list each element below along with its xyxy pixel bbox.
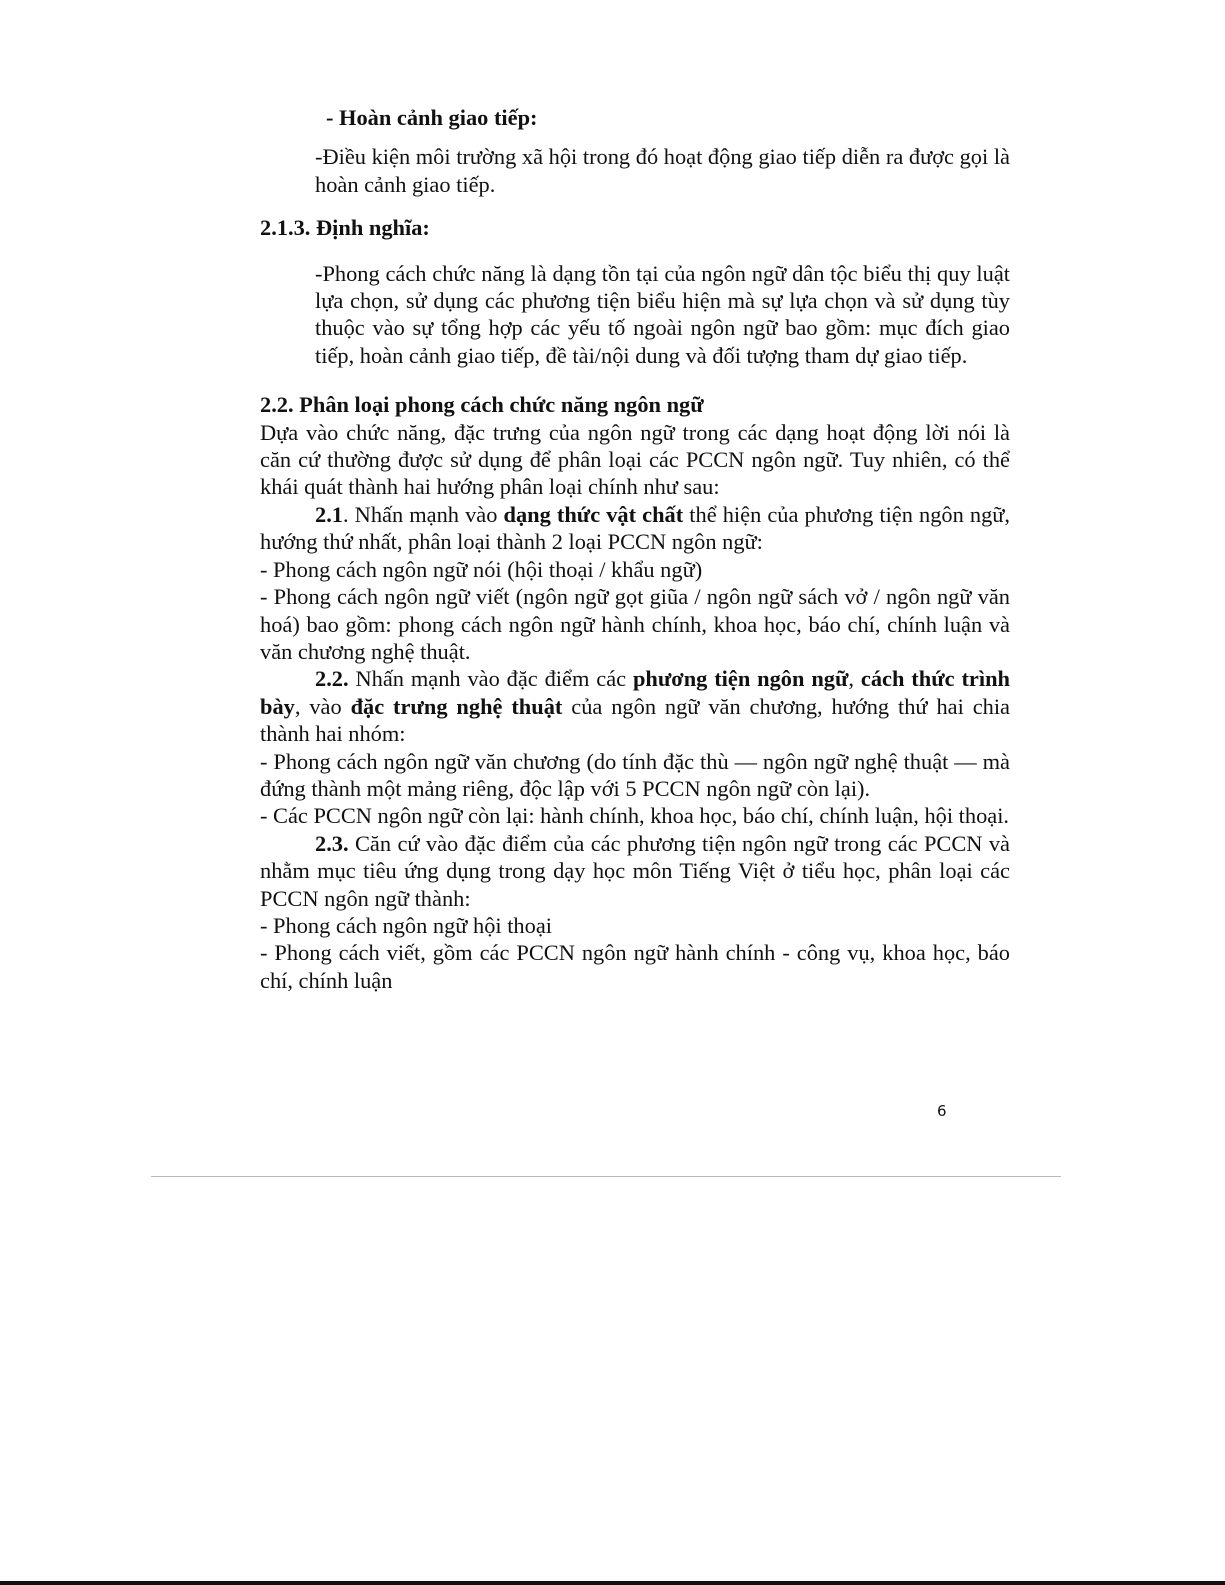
- item-number: 2.1: [315, 501, 343, 527]
- section-heading-2-1-3: 2.1.3. Định nghĩa:: [260, 215, 430, 241]
- section-heading-2-2: 2.2. Phân loại phong cách chức năng ngôn ngữ: [260, 392, 704, 418]
- bullet-item: - Phong cách viết, gồm các PCCN ngôn ngữ hành chính - công vụ, khoa học, báo chí, chính luận: [260, 940, 1010, 993]
- item-number: 2.2.: [315, 666, 349, 692]
- paragraph-dinh-nghia: -Phong cách chức năng là dạng tồn tại của ngôn ngữ dân tộc biểu thị quy luật lựa chọn, sử dụng các phương tiện biểu hiện mà sự lựa chọn và sử dụng tùy thuộc vào sự tổng hợp các yếu tố ngoài ngôn ngữ bao gồm: mục đích giao tiếp, hoàn cảnh giao tiếp, đề tài/nội dung và đối tượng tham dự giao tiếp.: [315, 260, 1010, 368]
- document-body: [260, 104, 1010, 994]
- bullet-item: - Các PCCN ngôn ngữ còn lại: hành chính, khoa học, báo chí, chính luận, hội thoại.: [260, 803, 1010, 829]
- text-run: Căn cứ vào đặc điểm của các phương tiện ngôn ngữ trong các PCCN và nhằm mục tiêu ứng dụng trong dạy học môn Tiếng Việt ở tiểu học, phân loại các PCCN ngôn ngữ thành:: [260, 830, 1010, 911]
- paragraph-intro: Dựa vào chức năng, đặc trưng của ngôn ngữ trong các dạng hoạt động lời nói là căn cứ thường được sử dụng để phân loại các PCCN ngôn ngữ. Tuy nhiên, có thể khái quát thành hai hướng phân loại chính như sau:: [260, 419, 1010, 500]
- bold-run: dạng thức vật chất: [503, 501, 684, 527]
- bottom-edge-bar: [0, 1581, 1225, 1585]
- paragraph-2-3: [260, 830, 1010, 912]
- subheading-hoan-canh: - Hoàn cảnh giao tiếp:: [326, 105, 538, 130]
- item-number: 2.3.: [315, 830, 349, 856]
- paragraph-2-1: [260, 501, 1010, 556]
- text-run: . Nhấn mạnh vào: [343, 501, 504, 527]
- text-run: của ngôn ngữ văn chương, hướng thứ hai chia thành hai nhóm:: [260, 693, 1010, 747]
- text-run: thể hiện của phương tiện ngôn ngữ, hướng thứ nhất, phân loại thành 2 loại PCCN ngôn ngữ:: [260, 501, 1010, 555]
- page-divider: [151, 1176, 1061, 1177]
- bold-run: cách thức trình bày: [260, 666, 1010, 719]
- text-run: Nhấn mạnh vào đặc điểm các: [348, 666, 633, 692]
- paragraph-2-2: [260, 665, 1010, 747]
- page-number: 6: [937, 1102, 947, 1120]
- bullet-item: - Phong cách ngôn ngữ hội thoại: [260, 912, 552, 938]
- bold-run: phương tiện ngôn ngữ: [632, 666, 849, 692]
- text-run: , vào: [294, 693, 351, 719]
- bold-run: đặc trưng nghệ thuật: [350, 693, 563, 719]
- bullet-item: - Phong cách ngôn ngữ văn chương (do tính đặc thù — ngôn ngữ nghệ thuật — mà đứng thành một mảng riêng, độc lập với 5 PCCN ngôn ngữ còn lại).: [260, 748, 1010, 801]
- paragraph-hoan-canh: -Điều kiện môi trường xã hội trong đó hoạt động giao tiếp diễn ra được gọi là hoàn cảnh giao tiếp.: [315, 144, 1010, 197]
- bullet-item: - Phong cách ngôn ngữ nói (hội thoại / khẩu ngữ): [260, 556, 703, 582]
- text-run: ,: [848, 666, 861, 692]
- bullet-item: - Phong cách ngôn ngữ viết (ngôn ngữ gọt giũa / ngôn ngữ sách vở / ngôn ngữ văn hoá) bao gồm: phong cách ngôn ngữ hành chính, khoa học, báo chí, chính luận và văn chương nghệ thuật.: [260, 584, 1010, 664]
